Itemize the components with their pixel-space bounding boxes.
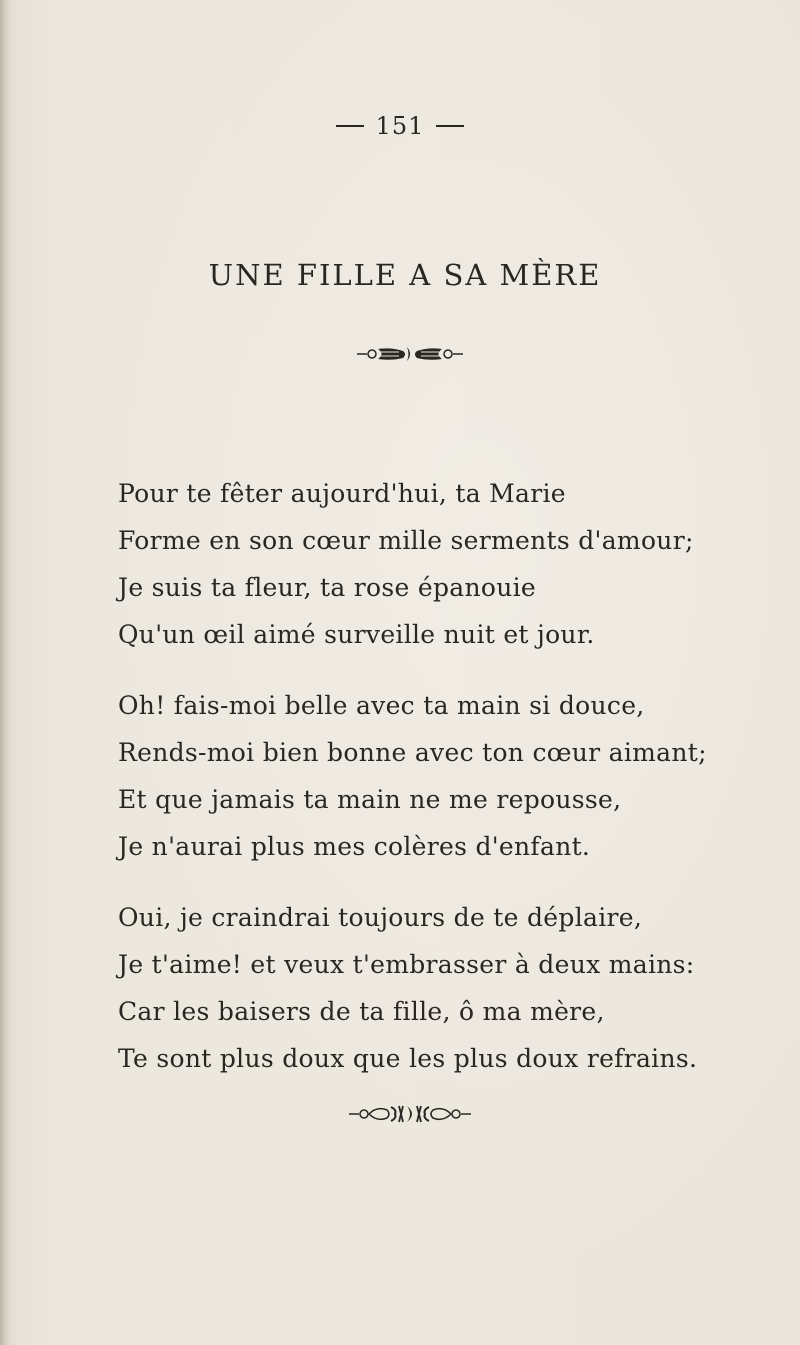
poem-title: UNE FILLE A SA MÈRE — [208, 258, 602, 292]
dash-right — [436, 125, 464, 127]
poem-line: Je n'aurai plus mes colères d'enfant. — [118, 832, 591, 861]
binding-edge — [0, 0, 10, 1345]
bottom-fleuron-icon — [0, 1102, 800, 1130]
stanza-3 — [118, 894, 738, 1082]
poem-line: Forme en son cœur mille serments d'amour; — [118, 526, 694, 555]
poem-line: Te sont plus doux que les plus doux refrains. — [118, 1044, 698, 1073]
poem-line: Car les baisers de ta fille, ô ma mère, — [118, 997, 605, 1026]
poem-line: Et que jamais ta main ne me repousse, — [118, 785, 622, 814]
top-fleuron-icon — [0, 343, 800, 369]
poem-body — [118, 470, 738, 1106]
poem-line: Oui, je craindrai toujours de te déplaire, — [118, 903, 643, 932]
poem-line: Je suis ta fleur, ta rose épanouie — [118, 573, 537, 602]
poem-line: Pour te fêter aujourd'hui, ta Marie — [118, 479, 566, 508]
stanza-2 — [118, 682, 738, 870]
poem-line: Rends-moi bien bonne avec ton cœur aimant; — [118, 738, 707, 767]
page-number-text: 151 — [375, 112, 425, 140]
dash-left — [336, 125, 364, 127]
page-number — [0, 112, 800, 140]
stanza-1 — [118, 470, 738, 658]
poem-line: Je t'aime! et veux t'embrasser à deux mains: — [118, 950, 695, 979]
poem-line: Qu'un œil aimé surveille nuit et jour. — [118, 620, 595, 649]
poem-line: Oh! fais-moi belle avec ta main si douce, — [118, 691, 645, 720]
